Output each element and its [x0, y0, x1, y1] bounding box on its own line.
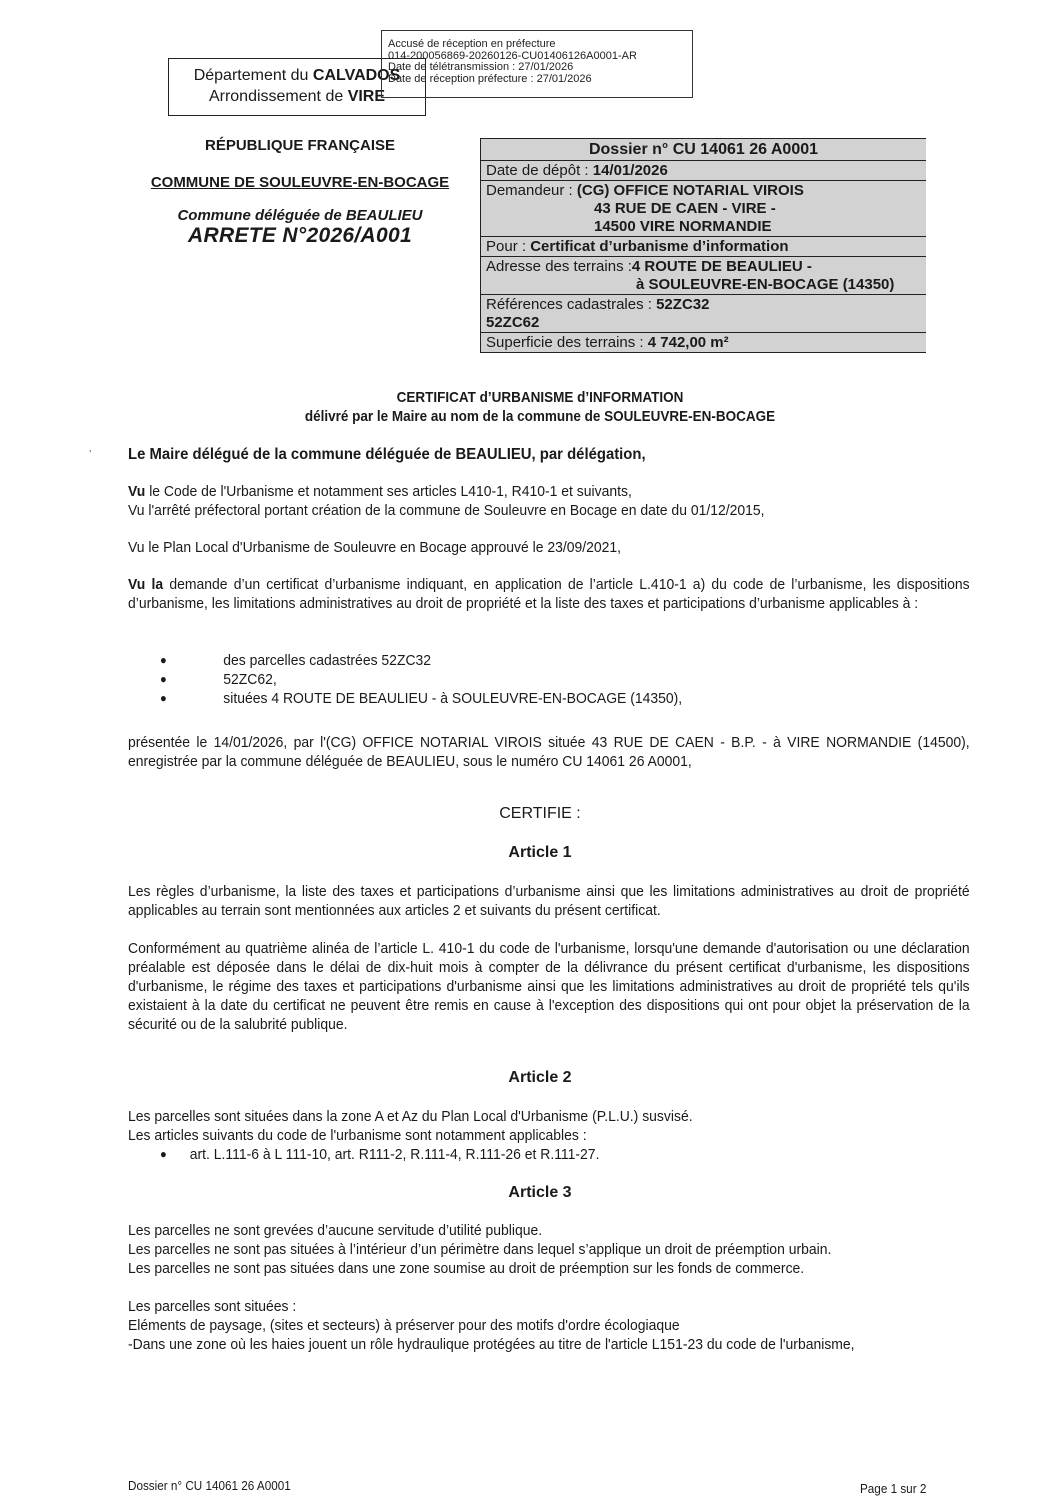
footer-page-number: Page 1 sur 2	[860, 1481, 927, 1496]
stamp-reception-date: Date de réception préfecture : 27/01/2026	[388, 72, 592, 85]
article-1-heading: Article 1	[508, 844, 572, 861]
dossier-date-row: Date de dépôt : 14/01/2026	[481, 160, 926, 180]
vu-plu: Vu le Plan Local d'Urbanisme de Souleuvre en Bocage approuvé le 23/09/2021,	[128, 539, 622, 556]
article-3-content	[128, 1221, 970, 1354]
article-2-list	[160, 1145, 599, 1164]
article-3-paysage: Eléments de paysage, (sites et secteurs) à préserver pour des motifs d'ordre écologiaque	[128, 1317, 680, 1334]
dossier-number: Dossier n° CU 14061 26 A0001	[481, 138, 926, 160]
scan-mark: ’	[89, 449, 92, 460]
footer-dossier-number: Dossier n° CU 14061 26 A0001	[128, 1478, 291, 1493]
arrondissement-line: Arrondissement de VIRE	[208, 88, 386, 105]
issuer-header	[110, 137, 490, 248]
certificate-title-line1: CERTIFICAT d’URBANISME d’INFORMATION	[396, 389, 684, 406]
bullet-icon: ●	[160, 672, 167, 686]
presentee-paragraph: présentée le 14/01/2026, par l'(CG) OFFICE NOTARIAL VIROIS située 43 RUE DE CAEN - B.P. - à VIRE NORMANDIE (14500), enregistrée par la commune déléguée de BEAULIEU, sous le numéro CU 14061 26 A0001,	[128, 734, 970, 770]
list-item: ● situées 4 ROUTE DE BEAULIEU - à SOULEUVRE-EN-BOCAGE (14350),	[160, 690, 683, 707]
parcel-list	[160, 651, 682, 708]
stamp-reference: 014-200056869-20260126-CU01406126A0001-AR	[388, 49, 637, 62]
certifie-heading: CERTIFIE :	[499, 805, 581, 822]
article-2-zone: Les parcelles sont situées dans la zone A et Az du Plan Local d'Urbanisme (P.L.U.) susvisé.	[128, 1108, 693, 1125]
vu-demande: Vu la demande d’un certificat d’urbanisme indiquant, en application de l’article L.410-1 a) du code de l’urbanisme, les dispositions d’urbanisme, les limitations administratives au droit de propriété et la liste des taxes et participations d’urbanisme applicables à :	[128, 576, 970, 612]
article-1-paragraph-2: Conformément au quatrième alinéa de l’article L. 410-1 du code de l'urbanisme, lorsqu'une demande d'autorisation ou une déclaration préalable est déposée dans le délai de dix-huit mois à compter de la délivrance du présent certificat d'urbanisme, les dispositions d'urbanisme, le régime des taxes et participations d'urbanisme ainsi que les limitations administratives au droit de propriété tels qu'ils existaient à la date du certificat ne peuvent être remis en cause à l'exception des dispositions qui ont pour objet la préservation de la sécurité ou de la salubrité publique.	[128, 940, 970, 1033]
article-3-servitude: Les parcelles ne sont grevées d’aucune servitude d’utilité publique.	[128, 1222, 543, 1239]
dossier-superficie-row: Superficie des terrains : 4 742,00 m²	[481, 332, 926, 353]
article-1-paragraph-1: Les règles d’urbanisme, la liste des taxes et participations d’urbanisme ainsi que les limitations administratives au droit de propriété applicables au terrain sont mentionnées aux articles 2 et suivants du présent certificat.	[128, 883, 970, 919]
bullet-icon: ●	[160, 691, 167, 705]
maire-statement: Le Maire délégué de la commune déléguée de BEAULIEU, par délégation,	[128, 446, 646, 463]
list-item: ● des parcelles cadastrées 52ZC32	[160, 652, 432, 669]
article-3-preemption-commerce: Les parcelles ne sont pas situées dans une zone soumise au droit de préemption sur les fonds de commerce.	[128, 1260, 805, 1277]
article-2-applicable: Les articles suivants du code de l'urbanisme sont notamment applicables :	[128, 1127, 587, 1144]
article-2-heading: Article 2	[508, 1069, 572, 1086]
list-item: ● 52ZC62,	[160, 671, 277, 688]
article-3-preemption-urbain: Les parcelles ne sont pas situées à l’intérieur d’un périmètre dans lequel s’applique un droit de préemption urbain.	[128, 1241, 832, 1258]
prefecture-receipt-stamp	[381, 30, 693, 98]
department-line: Département du CALVADOS	[193, 67, 401, 84]
bullet-icon: ●	[160, 1147, 167, 1161]
dossier-pour-row: Pour : Certificat d’urbanisme d’information	[481, 236, 926, 256]
dossier-references-row: Références cadastrales : 52ZC32 52ZC62	[481, 294, 926, 332]
vu-arrete-prefectoral: Vu l'arrêté préfectoral portant création de la commune de Souleuvre en Bocage en date du 01/12/2015,	[128, 502, 765, 519]
article-3-haies: -Dans une zone où les haies jouent un rôle hydraulique protégées au titre de l'article L151-23 du code de l'urbanisme,	[128, 1336, 855, 1353]
article-2-content	[128, 1107, 914, 1145]
stamp-transmission-date: Date de télétransmission : 27/01/2026	[388, 61, 574, 73]
article-3-situees: Les parcelles sont situées :	[128, 1298, 297, 1315]
bullet-icon: ●	[160, 653, 167, 667]
certificate-title	[153, 388, 927, 426]
commune-deleguee: Commune déléguée de BEAULIEU	[177, 207, 423, 224]
republique-title: RÉPUBLIQUE FRANÇAISE	[204, 137, 395, 154]
article-3-heading: Article 3	[508, 1184, 572, 1201]
dossier-demandeur-row: Demandeur : (CG) OFFICE NOTARIAL VIROIS 43 RUE DE CAEN - VIRE - 14500 VIRE NORMANDIE	[481, 180, 926, 236]
arrete-number: ARRETE N°2026/A001	[188, 224, 412, 247]
stamp-line: Accusé de réception en préfecture	[388, 38, 556, 50]
dossier-adresse-row: Adresse des terrains :4 ROUTE DE BEAULIEU - à SOULEUVRE-EN-BOCAGE (14350)	[481, 256, 926, 294]
dossier-info-box	[480, 138, 926, 353]
certificate-title-line2: délivré par le Maire au nom de la commune de SOULEUVRE-EN-BOCAGE	[304, 408, 776, 425]
vu-code-urbanisme: Vu le Code de l'Urbanisme et notamment ses articles L410-1, R410-1 et suivants, Vu l'arrêté préfectoral portant création de la commune de Souleuvre en Bocage en date du 01/12/2015,	[128, 482, 914, 520]
list-item: ● art. L.111-6 à L 111-10, art. R111-2, R.111-4, R.111-26 et R.111-27.	[160, 1146, 600, 1163]
commune-name: COMMUNE DE SOULEUVRE-EN-BOCAGE	[150, 174, 450, 191]
